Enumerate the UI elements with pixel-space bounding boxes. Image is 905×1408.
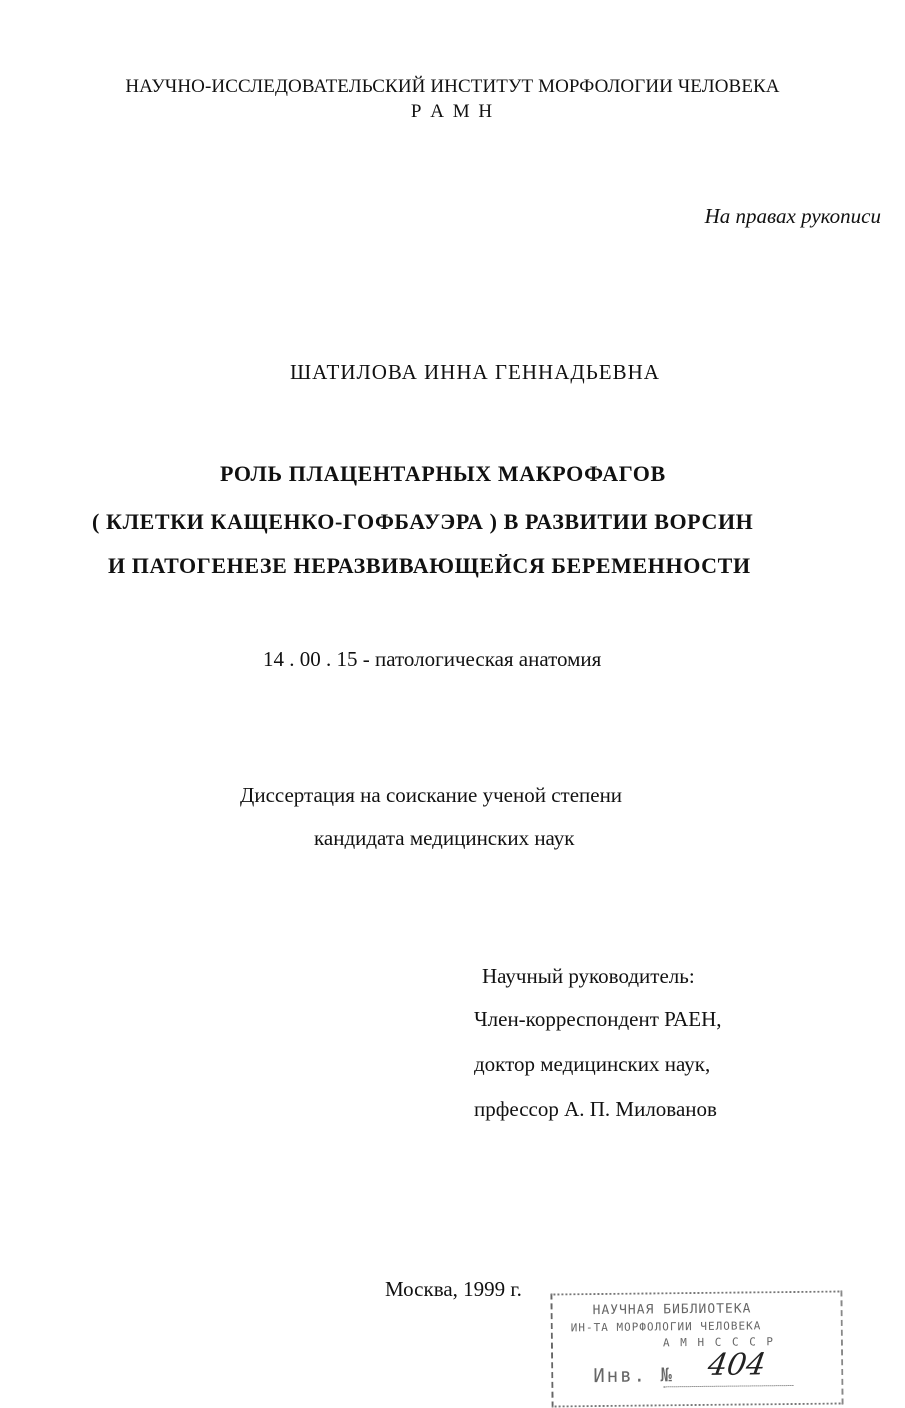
author-name: ШАТИЛОВА ИННА ГЕННАДЬЕВНА bbox=[290, 360, 660, 384]
thesis-title-line-3: И ПАТОГЕНЕЗЕ НЕРАЗВИВАЮЩЕЙСЯ БЕРЕМЕННОСТИ bbox=[108, 553, 751, 578]
stamp-line-2: ИН-ТА МОРФОЛОГИИ ЧЕЛОВЕКА bbox=[570, 1319, 762, 1335]
stamp-inventory-label: Инв. № bbox=[593, 1364, 675, 1388]
library-stamp bbox=[550, 1290, 843, 1407]
manuscript-rights-note: На правах рукописи bbox=[704, 204, 881, 228]
degree-line-1: Диссертация на соискание ученой степени bbox=[240, 783, 623, 807]
supervisor-title-1: Член-корреспондент РАЕН, bbox=[474, 1007, 722, 1031]
thesis-title-line-1: РОЛЬ ПЛАЦЕНТАРНЫХ МАКРОФАГОВ bbox=[220, 461, 666, 486]
supervisor-label: Научный руководитель: bbox=[482, 964, 695, 988]
institute-name: НАУЧНО-ИССЛЕДОВАТЕЛЬСКИЙ ИНСТИТУТ МОРФОЛОГИИ ЧЕЛОВЕКА bbox=[125, 76, 780, 97]
stamp-inventory-number: 404 bbox=[705, 1347, 769, 1383]
supervisor-name: прфессор А. П. Милованов bbox=[474, 1097, 717, 1121]
thesis-title-line-2: ( КЛЕТКИ КАЩЕНКО-ГОФБАУЭРА ) В РАЗВИТИИ ВОРСИН bbox=[92, 509, 754, 534]
place-and-year: Москва, 1999 г. bbox=[385, 1277, 522, 1301]
stamp-line-1: НАУЧНАЯ БИБЛИОТЕКА bbox=[592, 1301, 752, 1319]
specialty-code: 14 . 00 . 15 - патологическая анатомия bbox=[263, 647, 602, 671]
academy-abbreviation: Р А М Н bbox=[410, 101, 495, 122]
stamp-line-3: А М Н С С С Р bbox=[662, 1335, 776, 1350]
stamp-underline bbox=[663, 1385, 793, 1387]
degree-line-2: кандидата медицинских наук bbox=[314, 826, 575, 850]
supervisor-title-2: доктор медицинских наук, bbox=[474, 1052, 711, 1076]
